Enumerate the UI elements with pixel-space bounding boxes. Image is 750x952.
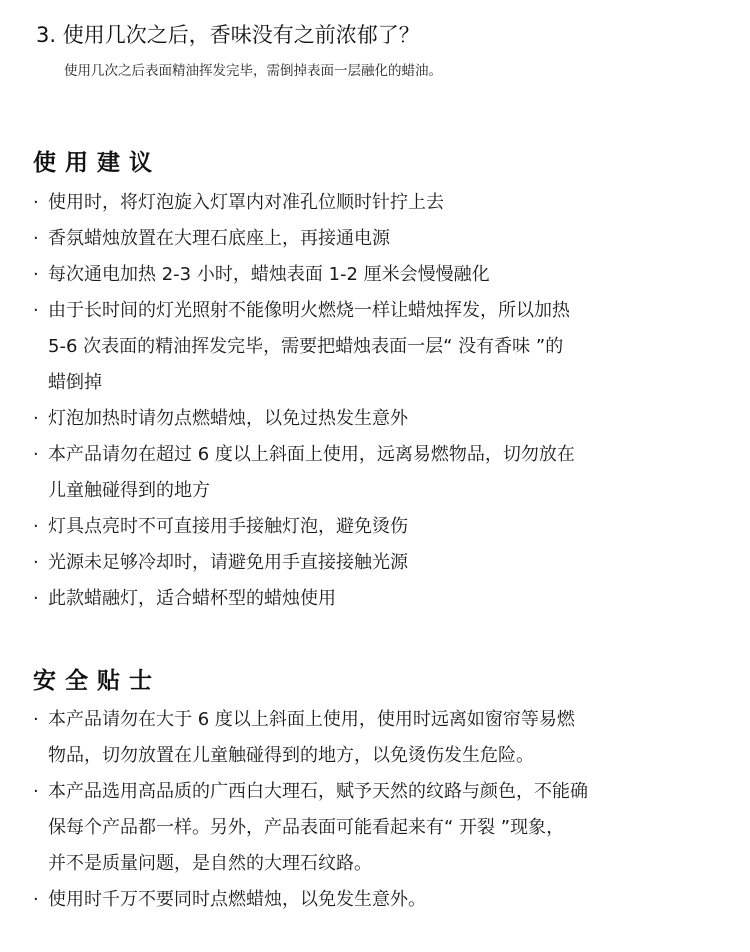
list-item-text: 灯泡加热时请勿点燃蜡烛，以免过热发生意外 <box>48 408 408 429</box>
list-item-text: 并不是质量问题，是自然的大理石纹路。 <box>48 853 372 874</box>
list-item-text: 此款蜡融灯，适合蜡杯型的蜡烛使用 <box>48 588 336 609</box>
list-item-text: 儿童触碰得到的地方 <box>48 480 210 501</box>
list-item-text: 光源未足够冷却时，请避免用手直接接触光源 <box>48 552 408 573</box>
list-item-text: 本产品请勿在超过 6 度以上斜面上使用，远离易燃物品，切勿放在 <box>48 444 575 465</box>
bullet-mark: · <box>33 552 39 573</box>
bullet-mark: · <box>33 889 39 910</box>
list-item <box>33 774 723 882</box>
list-item <box>33 581 723 617</box>
bullet-mark: · <box>33 408 39 429</box>
bullet-mark: · <box>33 444 39 465</box>
bullet-mark: · <box>33 709 39 730</box>
usage-section-heading: 使用建议 <box>33 150 161 176</box>
faq-question-title: 3. 使用几次之后，香味没有之前浓郁了？ <box>36 23 420 47</box>
list-item-text: 使用时千万不要同时点燃蜡烛，以免发生意外。 <box>48 889 426 910</box>
list-item <box>33 185 723 221</box>
bullet-mark: · <box>33 781 39 802</box>
list-item-text: 灯具点亮时不可直接用手接触灯泡，避免烫伤 <box>48 516 408 537</box>
list-item <box>33 509 723 545</box>
list-item <box>33 437 723 509</box>
list-item-text: 保每个产品都一样。另外，产品表面可能看起来有“ 开裂 ”现象， <box>48 817 565 838</box>
list-item-text: 香氛蜡烛放置在大理石底座上，再接通电源 <box>48 228 390 249</box>
faq-answer-text: 使用几次之后表面精油挥发完毕，需倒掉表面一层融化的蜡油。 <box>64 63 442 79</box>
list-item <box>33 257 723 293</box>
list-item <box>33 401 723 437</box>
list-item-text: 由于长时间的灯光照射不能像明火燃烧一样让蜡烛挥发，所以加热 <box>48 300 570 321</box>
list-item <box>33 882 723 918</box>
list-item <box>33 702 723 774</box>
list-item-text: 本产品选用高品质的广西白大理石，赋予天然的纹路与颜色，不能确 <box>48 781 588 802</box>
list-item-text: 每次通电加热 2-3 小时，蜡烛表面 1-2 厘米会慢慢融化 <box>48 264 490 285</box>
bullet-mark: · <box>33 300 39 321</box>
safety-tips-list <box>33 702 723 918</box>
list-item-text: 物品，切勿放置在儿童触碰得到的地方，以免烫伤发生危险。 <box>48 745 534 766</box>
list-item <box>33 293 723 401</box>
list-item-text: 使用时，将灯泡旋入灯罩内对准孔位顺时针拧上去 <box>48 192 444 213</box>
list-item-text: 5-6 次表面的精油挥发完毕，需要把蜡烛表面一层“ 没有香味 ”的 <box>48 336 564 357</box>
usage-tips-list <box>33 185 723 617</box>
bullet-mark: · <box>33 228 39 249</box>
list-item-text: 蜡倒掉 <box>48 372 102 393</box>
list-item-text: 本产品请勿在大于 6 度以上斜面上使用，使用时远离如窗帘等易燃 <box>48 709 575 730</box>
safety-section-heading: 安全贴士 <box>33 668 161 694</box>
bullet-mark: · <box>33 588 39 609</box>
bullet-mark: · <box>33 516 39 537</box>
list-item <box>33 545 723 581</box>
bullet-mark: · <box>33 192 39 213</box>
bullet-mark: · <box>33 264 39 285</box>
list-item <box>33 221 723 257</box>
